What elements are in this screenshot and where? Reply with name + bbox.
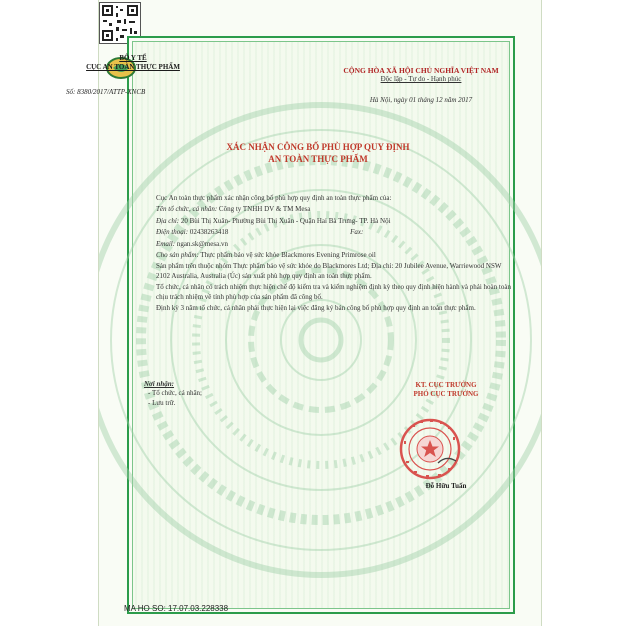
recipients-heading: Nơi nhận:: [144, 380, 175, 388]
recipient-item: - Tổ chức, cá nhân;: [148, 389, 203, 398]
email-label: Email:: [156, 239, 176, 248]
email-value: ngan.sk@mesa.vn: [176, 239, 228, 248]
document-title: [148, 141, 488, 165]
national-header: [326, 66, 516, 105]
recipients-block: [144, 380, 264, 408]
responsibility-paragraph: Tổ chức, cá nhân có trách nhiệm thực hiện chế độ kiểm tra và kiểm nghiệm định kỳ theo quy định hiện hành và phải hoàn toàn chịu trách nhiệm về tính phù hợp của sản phẩm đã công bố.: [156, 283, 511, 301]
signature-block: [376, 381, 516, 399]
fax-label: Fax:: [350, 228, 364, 237]
signature-title-2: PHÓ CỤC TRƯỞNG: [413, 390, 479, 398]
org-row: [144, 205, 516, 214]
file-code: MA HO SO: 17.07.03.228338: [124, 604, 229, 613]
org-label: Tên tổ chức, cá nhân:: [156, 205, 218, 214]
ministry-name: BỘ Y TẾ: [119, 54, 147, 62]
phone-value: 02438263418: [189, 228, 229, 237]
intro-text: Cục An toàn thực phẩm xác nhận công bố phù hợp quy định an toàn thực phẩm của:: [156, 194, 392, 202]
org-value: Công ty TNHH DV & TM Mesa: [218, 205, 311, 214]
phone-label: Điện thoại:: [156, 228, 189, 237]
document-number: Số: 8380/2017/ATTP-XNCB: [66, 88, 146, 96]
phone-row: [144, 228, 516, 237]
official-seal-stamp: [398, 417, 462, 481]
issue-date: Hà Nội, ngày 01 tháng 12 năm 2017: [369, 96, 473, 104]
certificate-body: [144, 194, 516, 315]
signature-title-1: KT. CỤC TRƯỞNG: [415, 381, 477, 389]
national-motto: Độc lập - Tự do - Hạnh phúc: [380, 75, 462, 83]
address-row: [144, 217, 516, 226]
republic-name: CỘNG HÒA XÃ HỘI CHỦ NGHĨA VIỆT NAM: [343, 66, 499, 75]
address-label: Địa chỉ:: [156, 216, 180, 225]
signer-name: Đỗ Hữu Tuấn: [425, 482, 467, 490]
title-line-1: XÁC NHẬN CÔNG BỐ PHÙ HỢP QUY ĐỊNH: [226, 142, 410, 152]
period-paragraph: Định kỳ 3 năm tổ chức, cá nhân phải thực hiện lại việc đăng ký bản công bố phù hợp quy định an toàn thực phẩm.: [156, 304, 476, 313]
email-row: [144, 240, 516, 249]
product-row: [144, 251, 516, 260]
issuer-header: [58, 54, 208, 97]
product-label: Cho sản phẩm:: [156, 251, 199, 260]
recipient-item: - Lưu trữ.: [148, 398, 176, 407]
department-name: CỤC AN TOÀN THỰC PHẨM: [86, 63, 180, 71]
product-paragraph: Sản phẩm trên thuộc nhóm Thực phẩm bảo vệ sức khỏe do Blackmores Ltd; Địa chỉ: 20 Jubilee Avenue, Warriewood NSW 2102 Australia, Australia (Úc) sản xuất phù hợp quy định an toàn thực phẩm.: [156, 262, 502, 280]
title-line-2: AN TOÀN THỰC PHẨM: [268, 154, 368, 164]
address-value: 20 Bùi Thị Xuân- Phường Bùi Thị Xuân - Quận Hai Bà Trưng- TP. Hà Nội: [180, 216, 391, 225]
product-value: Thực phẩm bảo vệ sức khỏe Blackmores Evening Primrose oil: [200, 251, 376, 260]
